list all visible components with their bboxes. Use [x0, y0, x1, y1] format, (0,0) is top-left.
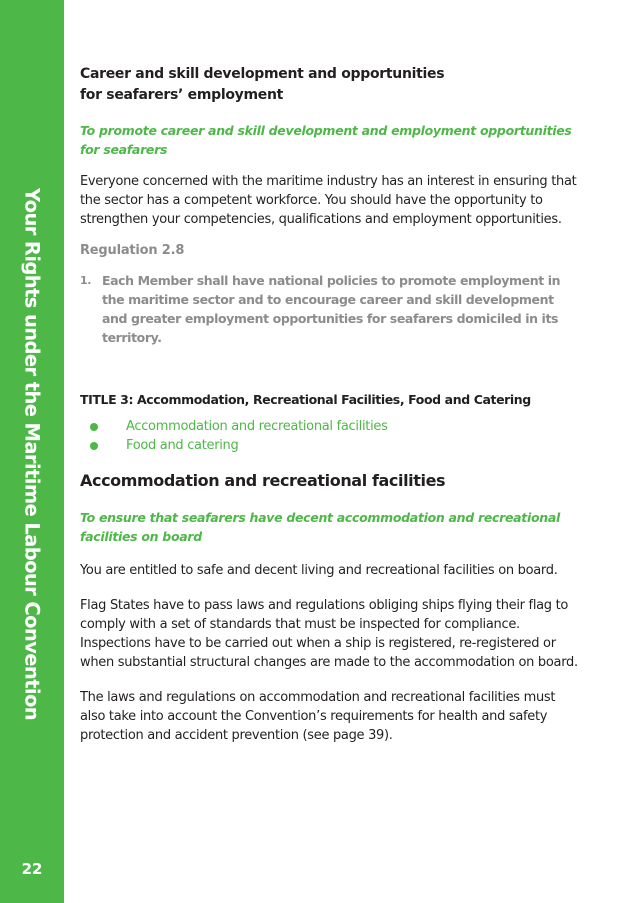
bullet-item-label: Accommodation and recreational facilities	[126, 419, 388, 434]
regulation-item-text: Each Member shall have national policies to promote employment in the maritime sector and to encourage career and skill development and greater employment opportunities for seafarers domiciled in its territory.	[102, 273, 561, 345]
sidebar	[0, 0, 64, 903]
title3-heading: TITLE 3: Accommodation, Recreational Facilities, Food and Catering	[80, 392, 531, 407]
bullet-item	[80, 436, 580, 455]
regulation-item	[80, 271, 580, 347]
page-number: 22	[21, 860, 43, 878]
section-heading-career-line1: Career and skill development and opportunities	[80, 66, 445, 82]
bullet-dot-icon	[90, 423, 98, 431]
body-paragraph: Flag States have to pass laws and regulations obliging ships flying their flag to comply with a set of standards that must be inspected for compliance. Inspections have to be carried out when a ship is registered, re-registered or when substantial structural changes are made to the accommodation on board.	[80, 598, 578, 670]
bullet-dot-icon	[90, 442, 98, 450]
body-paragraph: You are entitled to safe and decent living and recreational facilities on board.	[80, 563, 558, 578]
bullet-item	[80, 417, 580, 436]
section-heading-accommodation: Accommodation and recreational facilities	[80, 471, 446, 490]
regulation-item-number: 1.	[80, 274, 92, 287]
section-intro-career: To promote career and skill development and employment opportunities for seafarers	[80, 123, 572, 157]
body-paragraph-career: Everyone concerned with the maritime industry has an interest in ensuring that the sector has a competent workforce. You should have the opportunity to strengthen your competencies, qualifications and employment opportunities.	[80, 174, 577, 227]
regulation-label: Regulation 2.8	[80, 243, 185, 258]
body-paragraph: The laws and regulations on accommodation and recreational facilities must also take into account the Convention’s requirements for health and safety protection and accident prevention (see page 39).	[80, 690, 556, 743]
sidebar-title: Your Rights under the Maritime Labour Convention	[20, 187, 44, 721]
section-heading-career	[80, 64, 580, 106]
title3-bullet-list	[80, 417, 580, 455]
section-intro-accommodation: To ensure that seafarers have decent accommodation and recreational facilities on board	[80, 510, 560, 544]
page-content	[80, 64, 580, 745]
bullet-item-label: Food and catering	[126, 438, 239, 453]
section-heading-career-line2: for seafarers’ employment	[80, 87, 284, 103]
